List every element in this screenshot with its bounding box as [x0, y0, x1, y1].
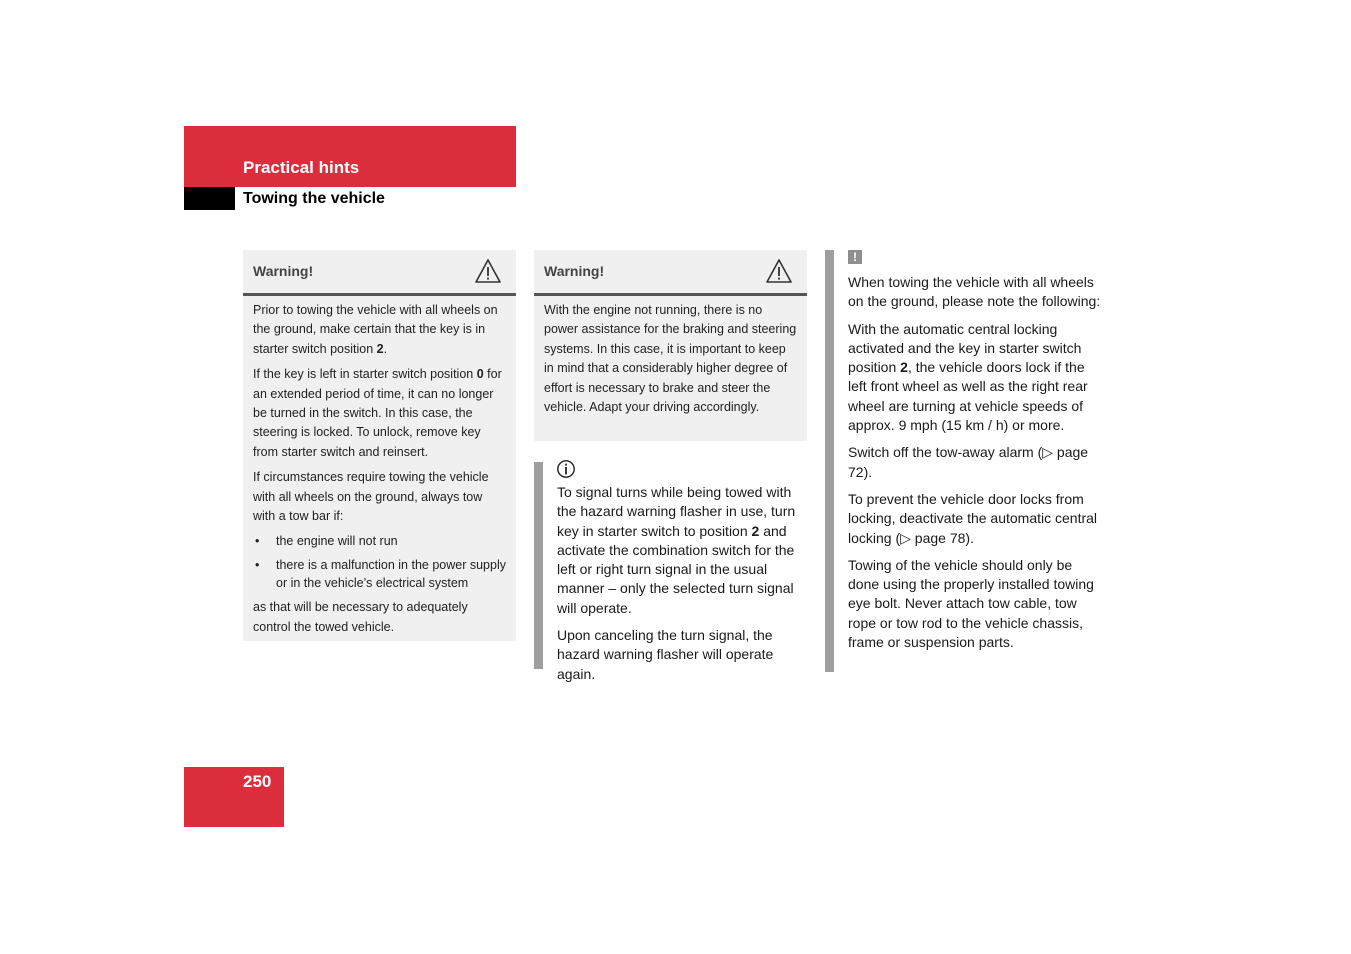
info-paragraph: To signal turns while being towed with the hazard warning flasher in use, turn key in starter switch to position 2 and activate the combination switch for the left or right turn signal in the usual manner – only the selected turn signal will operate.: [557, 484, 796, 616]
list-item: • there is a malfunction in the power supply or in the vehicle’s electrical system: [253, 556, 507, 592]
warning-paragraph: If the key is left in starter switch position 0 for an extended period of time, it can no longer be turned in the switch. In this case, the steering is locked. To unlock, remove key from starter switch and reinsert.: [253, 367, 502, 459]
warning-box-towing: [243, 250, 516, 641]
warning-paragraph: If circumstances require towing the vehicle with all wheels on the ground, always tow with a tow bar if:: [253, 470, 489, 524]
warning-body: [534, 296, 807, 429]
notice-side-bar: [825, 250, 834, 672]
notice-paragraph: When towing the vehicle with all wheels on the ground, please note the following:: [848, 274, 1101, 310]
info-paragraph: Upon canceling the turn signal, the hazard warning flasher will operate again.: [557, 627, 774, 682]
warning-label: Warning!: [544, 263, 605, 279]
warning-paragraph: Prior to towing the vehicle with all wheels on the ground, make certain that the key is in starter switch position 2.: [253, 303, 498, 356]
page-number: 250: [243, 772, 272, 791]
notice-paragraph: To prevent the vehicle door locks from locking, deactivate the automatic central locking (▷ page 78).: [848, 490, 1098, 546]
warning-triangle-icon: [766, 258, 792, 284]
warning-body: [243, 296, 516, 649]
notice-note: [848, 250, 1101, 660]
info-icon: [557, 460, 575, 478]
notice-paragraph: Switch off the tow-away alarm (▷ page 72).: [848, 444, 1089, 480]
warning-header: [534, 250, 807, 296]
list-item: • the engine will not run: [253, 532, 507, 550]
warning-header: [243, 250, 516, 296]
notice-paragraph: Towing of the vehicle should only be done using the properly installed towing eye bolt. Never attach tow cable, tow rope or tow rod to the vehicle chassis, frame or suspension parts.: [848, 556, 1094, 651]
warning-label: Warning!: [253, 263, 314, 279]
info-note: [557, 460, 809, 692]
warning-paragraph: as that will be necessary to adequately control the towed vehicle.: [253, 600, 468, 634]
subsection-marker: [184, 187, 235, 210]
info-side-bar: [534, 462, 543, 669]
warning-bullet-list: [253, 532, 507, 592]
exclamation-icon: !: [848, 250, 862, 264]
warning-box-power-assistance: [534, 250, 807, 441]
warning-triangle-icon: [475, 258, 501, 284]
section-title: Practical hints: [243, 158, 360, 177]
subsection-title: Towing the vehicle: [243, 190, 385, 207]
warning-paragraph: With the engine not running, there is no power assistance for the braking and steering systems. In this case, it is important to keep in mind that a considerably higher degree of effort is necessary to brake and steer the vehicle. Adapt your driving accordingly.: [544, 303, 797, 415]
notice-paragraph: With the automatic central locking activated and the key in starter switch position 2, the vehicle doors lock if the left front wheel as well as the right rear wheel are turning at vehicle speeds of approx. 9 mph (15 km / h) or more.: [848, 320, 1088, 434]
